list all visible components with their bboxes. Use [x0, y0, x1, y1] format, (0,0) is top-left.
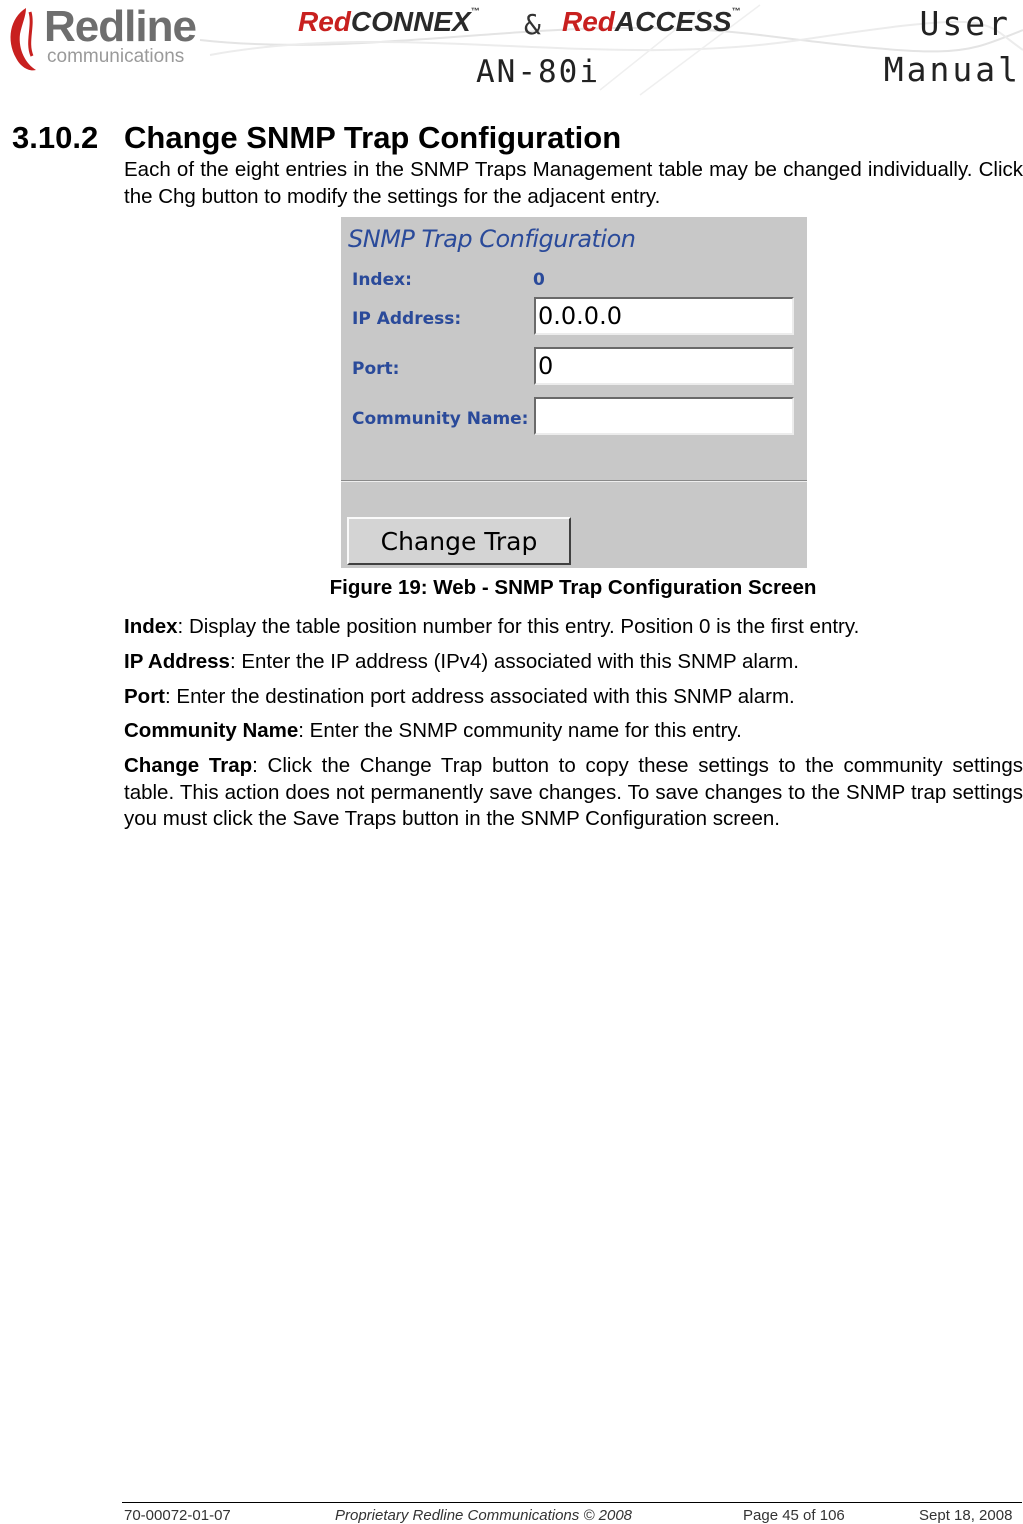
community-name-input[interactable] [534, 397, 794, 435]
definition-change-trap: Change Trap: Click the Change Trap button to copy these settings to the community settings table. This action does not permanently save changes. To save changes to the SNMP trap settings you must click the Save Traps button in the SNMP Configuration screen. [124, 754, 1023, 830]
definition-community-name: Community Name: Enter the SNMP community name for this entry. [124, 719, 742, 742]
definition-port: Port: Enter the destination port address associated with this SNMP alarm. [124, 685, 795, 708]
redline-logo [4, 2, 214, 74]
footer-rule [122, 1502, 1022, 1503]
definition-index: Index: Display the table position number for this entry. Position 0 is the first entry. [124, 615, 860, 638]
footer-proprietary: Proprietary Redline Communications © 2008 [335, 1507, 633, 1524]
index-value: 0 [533, 270, 545, 290]
figure-panel-title: SNMP Trap Configuration [348, 225, 636, 253]
snmp-trap-config-screenshot [341, 217, 807, 568]
community-name-label: Community Name: [352, 409, 529, 429]
definition-ip-address: IP Address: Enter the IP address (IPv4) associated with this SNMP alarm. [124, 650, 799, 673]
doc-type-line1: User [919, 4, 1011, 43]
page-header [0, 0, 1023, 100]
footer-date: Sept 18, 2008 [919, 1507, 1013, 1524]
port-label: Port: [352, 359, 400, 379]
figure-divider [341, 480, 807, 482]
figure-caption: Figure 19: Web - SNMP Trap Configuration Screen [329, 576, 817, 599]
port-input[interactable] [534, 347, 794, 385]
logo-subtitle: communications [47, 46, 185, 67]
intro-paragraph: Each of the eight entries in the SNMP Traps Management table may be changed individually. Click the Chg button to modify the settings for the adjacent entry. [124, 158, 1023, 208]
change-trap-button[interactable]: Change Trap [347, 517, 571, 565]
section-title: Change SNMP Trap Configuration [124, 120, 622, 155]
logo-wordmark: Redline [44, 2, 196, 51]
doc-type-line2: Manual [883, 50, 1021, 89]
footer-doc-number: 70-00072-01-07 [124, 1507, 231, 1524]
ip-address-input[interactable] [534, 297, 794, 335]
index-label: Index: [352, 270, 412, 290]
section-number: 3.10.2 [12, 120, 99, 155]
product-model: AN-80i [476, 54, 600, 90]
redaccess-brand: RedACCESS™ [562, 6, 741, 37]
footer-page-number: Page 45 of 106 [743, 1507, 845, 1524]
redconnex-brand: RedCONNEX™ [298, 6, 480, 37]
redline-swirl-icon [4, 6, 44, 74]
brand-ampersand: & [524, 8, 541, 41]
ip-address-label: IP Address: [352, 309, 462, 329]
